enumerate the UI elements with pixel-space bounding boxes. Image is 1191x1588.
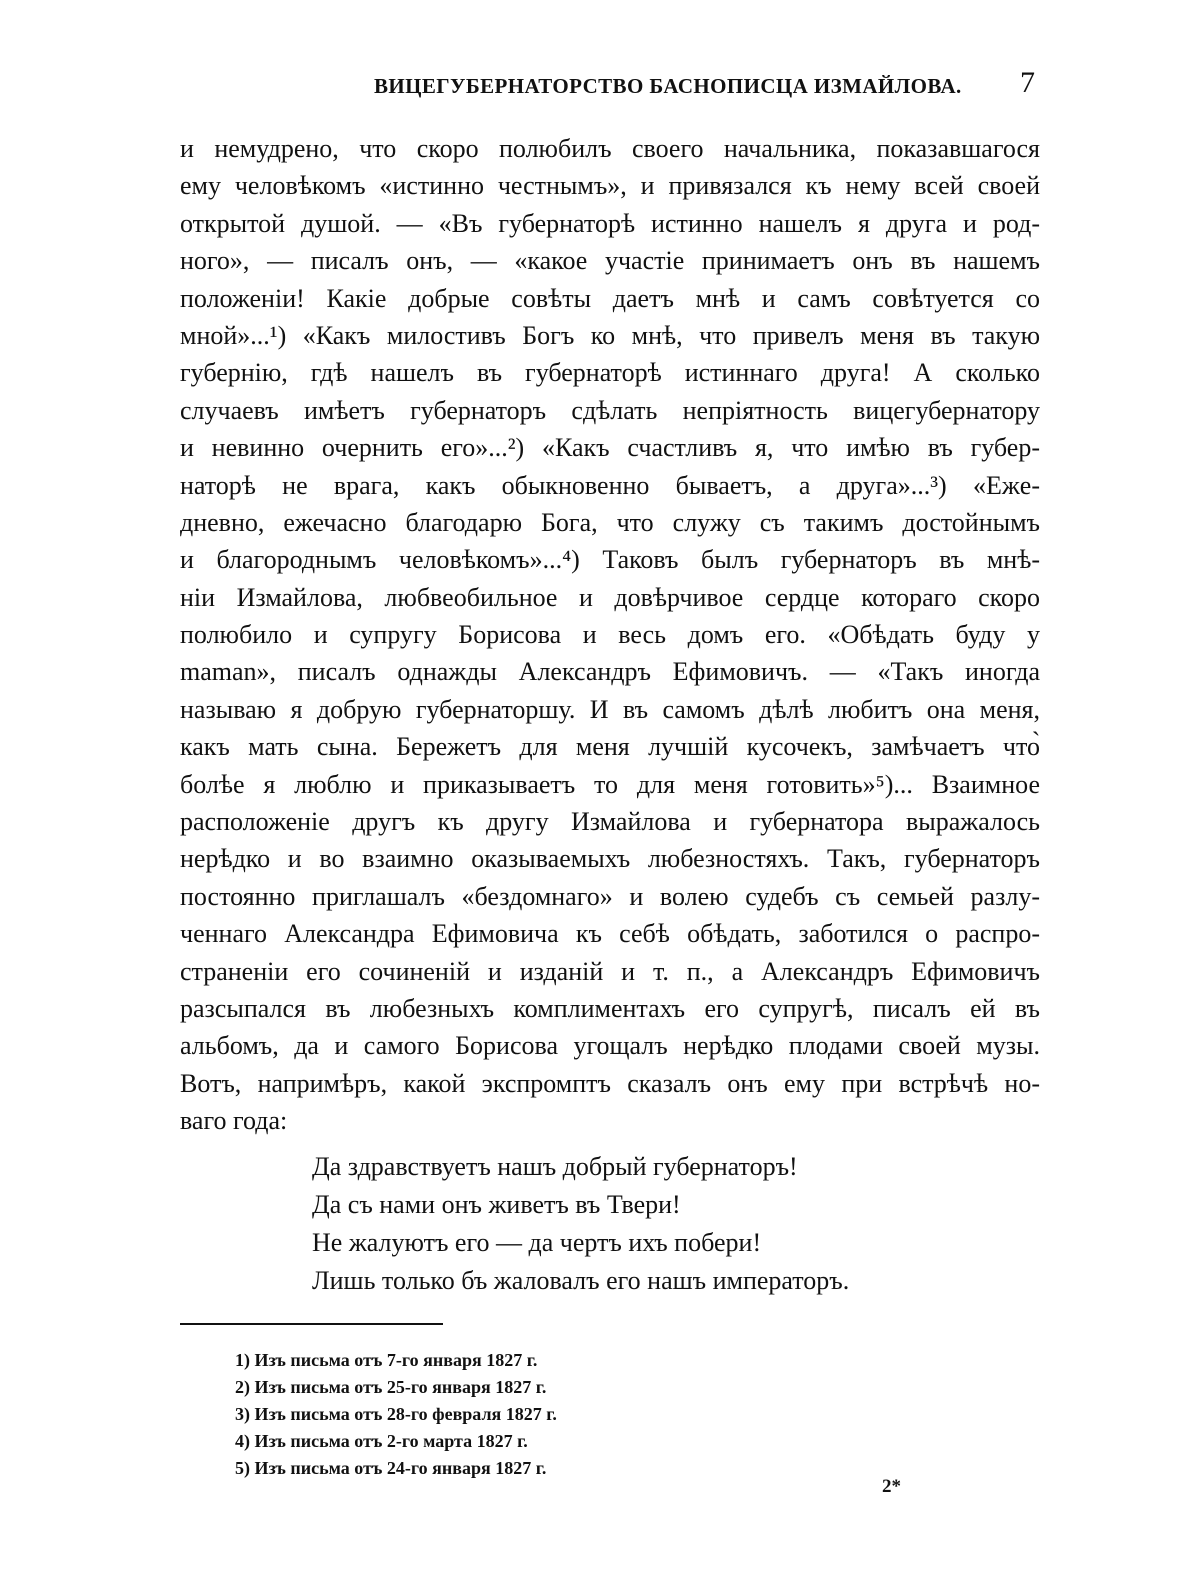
- signature-mark: 2*: [882, 1476, 901, 1497]
- footnote-item: 3) Изъ письма отъ 28-го февраля 1827 г.: [235, 1404, 557, 1424]
- text-line: и невинно очернить его»...²) «Какъ счастливъ я, что имѣю въ губер-: [180, 433, 1040, 463]
- text-line: ему человѣкомъ «истинно честнымъ», и привязался къ нему всей своей: [180, 171, 1040, 201]
- text-line: и немудрено, что скоро полюбилъ своего начальника, показавшагося: [180, 134, 1040, 163]
- text-line: наторѣ не врага, какъ обыкновенно бываетъ, а друга»...³) «Ежe-: [180, 470, 1040, 500]
- text-line: maman», писалъ однажды Александръ Ефимовичъ. — «Такъ иногда: [180, 657, 1040, 687]
- running-header-title: ВИЦЕГУБЕРНАТОРСТВО БАСНОПИСЦА ИЗМАЙЛОВА.: [374, 74, 962, 98]
- text-line: расположеніе другъ къ другу Измайлова и губернатора выражалось: [180, 807, 1040, 837]
- text-line: ного», — писалъ онъ, — «какое участіе принимаетъ онъ въ нашемъ: [180, 246, 1040, 276]
- page-number: 7: [1020, 66, 1035, 99]
- footnote-divider: [180, 1323, 443, 1325]
- text-line: положеніи! Какіе добрые совѣты даетъ мнѣ и самъ совѣтуется со: [180, 283, 1040, 313]
- text-line: постоянно приглашалъ «бездомнаго» и волею судебъ съ семьей разлу-: [180, 881, 1040, 911]
- text-line: случаевъ имѣетъ губернаторъ сдѣлать непріятность вицегубернатору: [180, 395, 1040, 425]
- text-line: и благороднымъ человѣкомъ»...⁴) Таковъ былъ губернаторъ въ мнѣ-: [180, 545, 1040, 575]
- body-paragraph: [180, 130, 1040, 1140]
- verse-block: [312, 1148, 849, 1300]
- verse-line: Да съ нами онъ живетъ въ Твери!: [312, 1190, 681, 1219]
- text-line: страненіи его сочиненій и изданій и т. п., а Александръ Ефимовичъ: [180, 956, 1040, 986]
- text-line: дневно, ежечасно благодарю Бога, что служу съ такимъ достойнымъ: [180, 507, 1040, 537]
- text-line: ваго года:: [180, 1106, 288, 1136]
- text-line: альбомъ, да и самого Борисова угощалъ нерѣдко плодами своей музы.: [180, 1031, 1040, 1061]
- footnotes: [235, 1347, 557, 1482]
- footnote-item: 5) Изъ письма отъ 24-го января 1827 г.: [235, 1458, 547, 1478]
- footnote-item: 1) Изъ письма отъ 7-го января 1827 г.: [235, 1350, 538, 1370]
- verse-line: Да здравствуетъ нашъ добрый губернаторъ!: [312, 1152, 798, 1181]
- text-line: полюбило и супругу Борисова и весь домъ его. «Обѣдать буду у: [180, 620, 1040, 650]
- text-line: называю я добрую губернаторшу. И въ самомъ дѣлѣ любитъ она меня,: [180, 694, 1040, 724]
- verse-line: Лишь только бъ жаловалъ его нашъ императоръ.: [312, 1266, 850, 1295]
- text-line: открытой душой. — «Въ губернаторѣ истинно нашелъ я друга и род-: [180, 208, 1040, 238]
- text-line: Вотъ, напримѣръ, какой экспромптъ сказалъ онъ ему при встрѣчѣ но-: [180, 1068, 1040, 1098]
- footnote-item: 2) Изъ письма отъ 25-го января 1827 г.: [235, 1377, 547, 1397]
- text-line: ніи Измайлова, любвеобильное и довѣрчивое сердце котораго скоро: [180, 582, 1040, 612]
- text-line: какъ мать сына. Бережетъ для меня лучшій кусочекъ, замѣчаетъ что̀: [180, 732, 1040, 762]
- text-line: губернію, гдѣ нашелъ въ губернаторѣ истиннаго друга! А сколько: [180, 358, 1040, 388]
- text-line: разсыпался въ любезныхъ комплиментахъ его супругѣ, писалъ ей въ: [180, 993, 1040, 1023]
- text-line: болѣе я люблю и приказываетъ то для меня готовить»⁵)... Взаимное: [180, 769, 1040, 799]
- footnote-item: 4) Изъ письма отъ 2-го марта 1827 г.: [235, 1431, 528, 1451]
- verse-line: Не жалуютъ его — да чертъ ихъ побери!: [312, 1228, 762, 1257]
- text-line: мной»...¹) «Какъ милостивъ Богъ ко мнѣ, что привелъ меня въ такую: [180, 320, 1040, 350]
- text-line: ченнаго Александра Ефимовича къ себѣ обѣдать, заботился о распро-: [180, 919, 1040, 949]
- text-line: нерѣдко и во взаимно оказываемыхъ любезностяхъ. Такъ, губернаторъ: [180, 844, 1040, 874]
